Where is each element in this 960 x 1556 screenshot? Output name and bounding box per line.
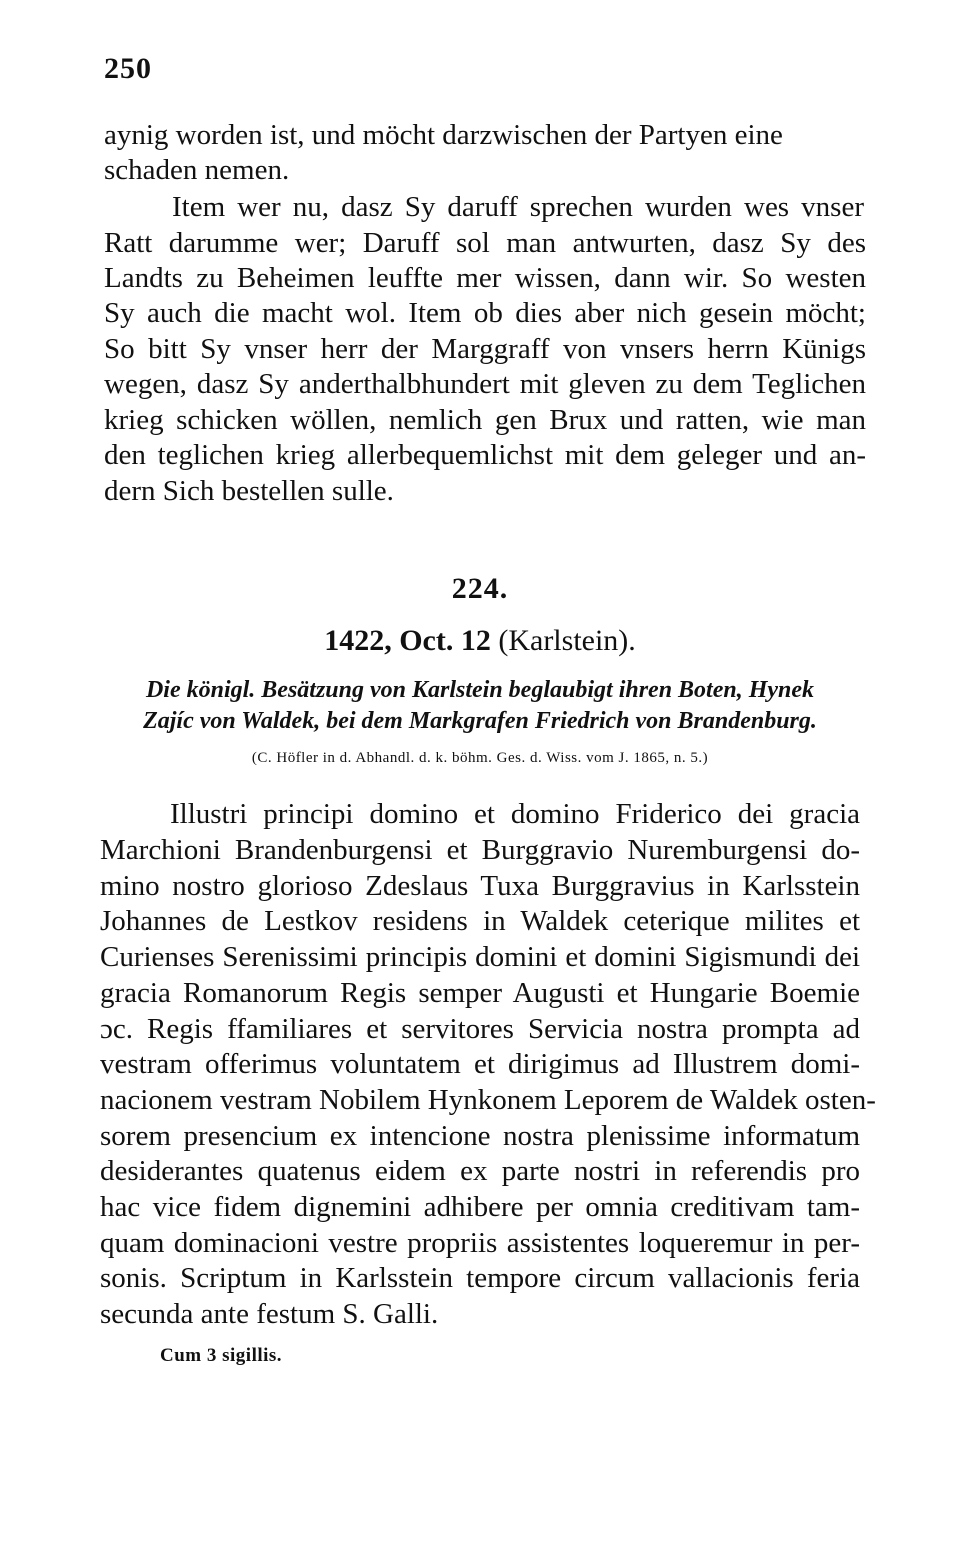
text-line: secunda ante festum S. Galli.	[100, 1298, 439, 1330]
text-line: den teglichen krieg allerbequemlichst mit dem geleger und an-	[104, 439, 866, 471]
document-date	[0, 624, 960, 658]
text-line: So bitt Sy vnser herr der Marggraff von vnsers herrn Künigs	[104, 333, 866, 365]
text-line: ɔc. Regis ffamiliares et servitores Servicia nostra prompta ad	[100, 1013, 860, 1045]
text-line: Item wer nu, dasz Sy daruff sprechen wurden wes vnser	[172, 191, 864, 223]
text-line: sonis. Scriptum in Karlsstein tempore circum vallacionis feria	[100, 1262, 860, 1294]
text-line: gracia Romanorum Regis semper Augusti et Hungarie Boemie	[100, 977, 860, 1009]
source-citation: (C. Höfler in d. Abhandl. d. k. böhm. Ges. d. Wiss. vom J. 1865, n. 5.)	[251, 750, 709, 766]
document-summary-line: Zajíc von Waldek, bei dem Markgrafen Friedrich von Brandenburg.	[143, 708, 817, 734]
text-line: hac vice fidem dignemini adhibere per omnia creditivam tam-	[100, 1191, 860, 1223]
seal-note: Cum 3 sigillis.	[160, 1345, 283, 1366]
text-line	[104, 118, 866, 152]
text-line: krieg schicken wöllen, nemlich gen Brux und ratten, wie man	[104, 404, 866, 436]
text-line: nacionem vestram Nobilem Hynkonem Leporem de Waldek osten-	[100, 1084, 876, 1116]
document-number: 224.	[451, 572, 509, 605]
page-number: 250	[104, 52, 152, 85]
text-line: Ratt darumme wer; Daruff sol man antwurten, dasz Sy des	[104, 227, 866, 259]
document-place: (Karlstein).	[490, 624, 636, 657]
text-line: desiderantes quatenus eidem ex parte nostri in referendis pro	[100, 1155, 860, 1187]
text-line: sorem presencium ex intencione nostra plenissime informatum	[100, 1120, 860, 1152]
text-line: wegen, dasz Sy anderthalbhundert mit gleven zu dem Teglichen	[104, 368, 866, 400]
text-line: vestram offerimus voluntatem et dirigimus ad Illustrem domi-	[100, 1048, 860, 1080]
document-summary-line: Die königl. Besätzung von Karlstein beglaubigt ihren Boten, Hynek	[145, 677, 815, 703]
text-line: Johannes de Lestkov residens in Waldek ceterique milites et	[100, 905, 860, 937]
text-line: mino nostro glorioso Zdeslaus Tuxa Burggravius in Karlsstein	[100, 870, 860, 902]
text-line-content: aynig worden ist, und möcht darzwischen der Partyen eine	[104, 119, 783, 151]
text-line: dern Sich bestellen sulle.	[104, 475, 394, 507]
text-line: Curienses Serenissimi principis domini et domini Sigismundi dei	[100, 941, 860, 973]
text-line: Illustri principi domino et domino Friderico dei gracia	[170, 798, 860, 830]
text-line: Marchioni Brandenburgensi et Burggravio Nuremburgensi do-	[100, 834, 860, 866]
text-line: quam dominacioni vestre propriis assistentes loqueremur in per-	[100, 1227, 860, 1259]
document-date-value: 1422, Oct. 12	[324, 624, 491, 657]
text-line: Sy auch die macht wol. Item ob dies aber nich gesein möcht;	[104, 297, 866, 329]
text-line: Landts zu Beheimen leuffte mer wissen, dann wir. So westen	[104, 262, 866, 294]
text-line: schaden nemen.	[104, 154, 290, 186]
